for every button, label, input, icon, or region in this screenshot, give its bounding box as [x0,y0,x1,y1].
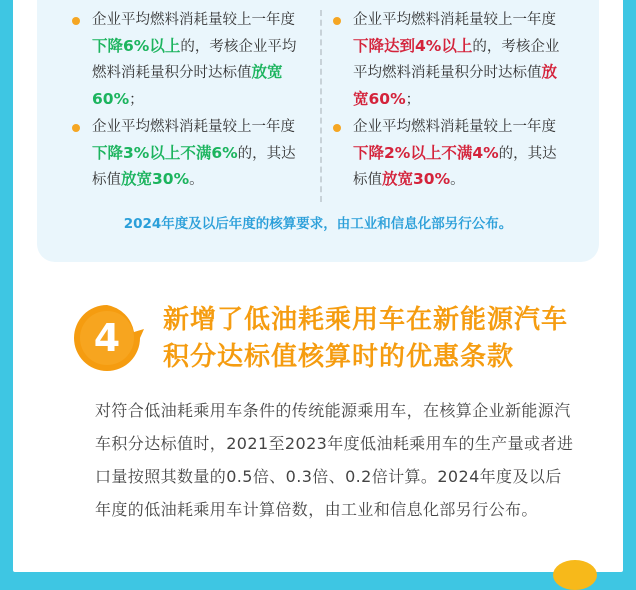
punctuation: ； [129,91,144,108]
next-section-badge [553,560,597,590]
highlight-text: 下降3%以上不满6% [92,143,238,162]
section-body: 对符合低油耗乘用车条件的传统能源乘用车，在核算企业新能源汽车积分达标值时，2021至2023年度低油耗乘用车的生产量或者进口量按照其数量的0.5倍、0.3倍、0.2倍计算。2024年度及以后年度的低油耗乘用车计算倍数，由工业和信息化部另行公布。 [95,401,574,519]
highlight-text: 放宽60% [353,63,558,108]
right-column [331,8,571,196]
highlight-text: 放宽60% [92,63,283,108]
left-bullet-1 [70,8,310,113]
dashed-divider [320,10,322,202]
highlight-text: 下降达到4%以上 [353,36,473,55]
bullet-text: 的，其达标值 [92,145,296,188]
bullet-dot [72,124,80,132]
section-number-badge [68,299,146,377]
footnote: 2024年度及以后年度的核算要求，由工业和信息化部另行公布。 [123,216,513,232]
highlight-text: 放宽30% [382,170,451,188]
highlight-text: 下降6%以上 [92,36,181,55]
highlight-text: 下降2%以上不满4% [353,143,499,162]
punctuation: ； [405,91,421,108]
bullet-text: 的，考核企业平均燃料消耗量积分时达标值 [92,38,297,81]
bullet-dot [333,124,341,132]
bullet-text: 企业平均燃料消耗量较上一年度 [353,119,556,135]
bullet-text: 企业平均燃料消耗量较上一年度 [92,119,295,135]
punctuation: 。 [450,172,465,188]
bullet-dot [333,17,341,25]
comparison-card [37,0,599,262]
bullet-text: 的，考核企业平均燃料消耗量积分时达标值 [353,38,560,81]
right-bullet-1 [331,8,571,113]
section-title: 新增了低油耗乘用车在新能源汽车积分达标值核算时的优惠条款 [163,305,569,372]
content-panel [13,0,623,572]
bullet-text: 企业平均燃料消耗量较上一年度 [92,12,295,28]
bullet-text: 企业平均燃料消耗量较上一年度 [353,12,556,28]
highlight-text: 放宽30% [121,170,190,188]
bullet-dot [72,17,80,25]
left-bullet-2 [70,115,310,194]
punctuation: 。 [189,172,204,188]
left-column [70,8,310,196]
bullet-text: 的，其达标值 [353,145,557,188]
section-number: 4 [93,316,121,360]
right-bullet-2 [331,115,571,194]
